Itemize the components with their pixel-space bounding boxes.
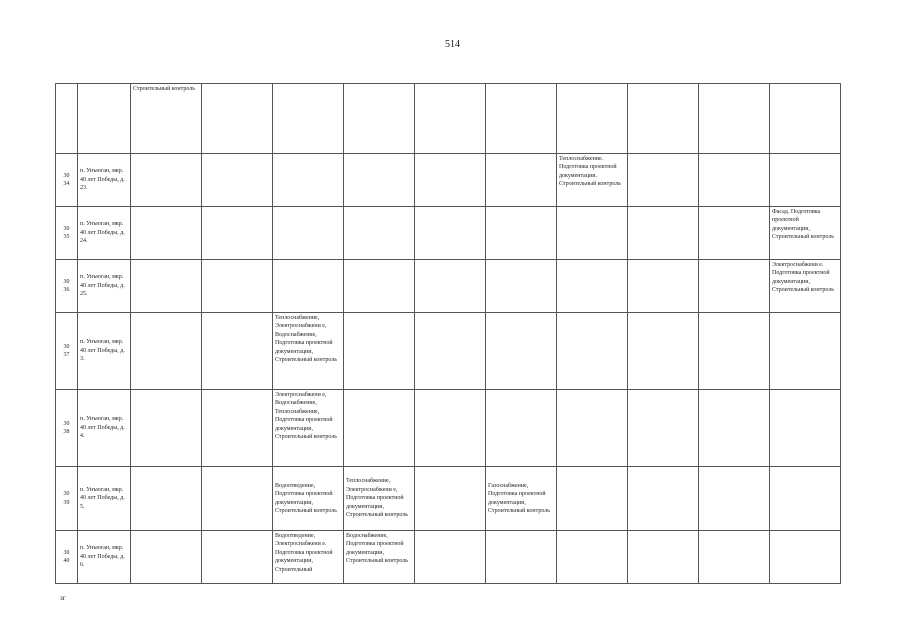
work-cell xyxy=(699,313,770,390)
row-number-cell: 30 38 xyxy=(56,390,78,467)
page-number: 514 xyxy=(445,39,460,50)
work-cell xyxy=(557,84,628,154)
table-row xyxy=(56,531,841,584)
work-cell xyxy=(628,467,699,531)
work-cell xyxy=(628,390,699,467)
work-cell xyxy=(770,531,841,584)
work-cell: Теплоснабжение, Электроснабжени е, Водоснабжение, Подготовка проектной документации, Строительный контроль xyxy=(273,313,344,390)
work-cell xyxy=(628,313,699,390)
work-cell xyxy=(131,260,202,313)
address-cell: п. Унъюган, мкр. 40 лет Победы, д. 24. xyxy=(78,207,131,260)
work-cell xyxy=(273,84,344,154)
work-cell xyxy=(131,313,202,390)
work-cell xyxy=(415,154,486,207)
work-cell xyxy=(344,313,415,390)
address-cell: п. Унъюган, мкр. 40 лет Победы, д. 5. xyxy=(78,467,131,531)
table-row xyxy=(56,313,841,390)
work-cell: Электроснабжени е, Водоснабжение, Теплоснабжение, Подготовка проектной документации, Строительный контроль xyxy=(273,390,344,467)
work-cell xyxy=(699,531,770,584)
work-cell xyxy=(486,260,557,313)
work-cell xyxy=(202,154,273,207)
work-cell xyxy=(486,390,557,467)
work-cell xyxy=(557,531,628,584)
work-cell: Водоснабжение, Подготовка проектной документации, Строительный контроль xyxy=(344,531,415,584)
work-cell xyxy=(770,154,841,207)
address-cell: п. Унъюган, мкр. 40 лет Победы, д. 4. xyxy=(78,390,131,467)
address-cell: п. Унъюган, мкр. 40 лет Победы, д. 23. xyxy=(78,154,131,207)
work-cell xyxy=(628,260,699,313)
table-row xyxy=(56,154,841,207)
work-cell: Водоотведение, Подготовка проектной документации, Строительный контроль xyxy=(273,467,344,531)
work-cell xyxy=(273,154,344,207)
work-cell xyxy=(202,207,273,260)
row-number-cell: 30 39 xyxy=(56,467,78,531)
work-cell xyxy=(273,260,344,313)
work-cell xyxy=(770,467,841,531)
work-cell xyxy=(344,84,415,154)
work-cell xyxy=(557,390,628,467)
work-cell xyxy=(628,207,699,260)
work-cell xyxy=(486,207,557,260)
work-cell: Строительный контроль xyxy=(131,84,202,154)
work-cell xyxy=(202,467,273,531)
table-row xyxy=(56,207,841,260)
address-cell: п. Унъюган, мкр. 40 лет Победы, д. 25. xyxy=(78,260,131,313)
work-cell xyxy=(486,84,557,154)
work-cell xyxy=(699,390,770,467)
work-cell xyxy=(770,84,841,154)
work-cell xyxy=(415,260,486,313)
work-cell xyxy=(557,260,628,313)
work-cell xyxy=(628,531,699,584)
table-row xyxy=(56,260,841,313)
work-cell xyxy=(131,467,202,531)
table-row xyxy=(56,390,841,467)
work-cell xyxy=(557,467,628,531)
work-cell xyxy=(699,84,770,154)
work-cell: Электроснабжени е. Подготовка проектной документации, Строительный контроль xyxy=(770,260,841,313)
work-cell xyxy=(344,207,415,260)
address-cell: п. Унъюган, мкр. 40 лет Победы, д. 3. xyxy=(78,313,131,390)
row-number-cell: 30 35 xyxy=(56,207,78,260)
table-row xyxy=(56,84,841,154)
row-number-cell: 30 37 xyxy=(56,313,78,390)
work-cell xyxy=(131,531,202,584)
work-cell: Фасад. Подготовка проектной документации, Строительный контроль xyxy=(770,207,841,260)
footer-mark: зг xyxy=(60,594,66,602)
work-cell xyxy=(344,154,415,207)
work-cell xyxy=(415,467,486,531)
work-cell xyxy=(770,390,841,467)
work-cell xyxy=(415,84,486,154)
row-number-cell: 30 34 xyxy=(56,154,78,207)
work-cell xyxy=(131,390,202,467)
work-cell xyxy=(770,313,841,390)
work-cell xyxy=(557,207,628,260)
work-cell xyxy=(557,313,628,390)
table-row xyxy=(56,467,841,531)
work-cell xyxy=(131,207,202,260)
work-cell: Водоотведение, Электроснабжени е. Подготовка проектной документации, Строительный xyxy=(273,531,344,584)
work-cell: Теплоснабжение, Электроснабжени е, Подготовка проектной документации, Строительный контроль xyxy=(344,467,415,531)
work-cell xyxy=(486,313,557,390)
work-cell xyxy=(415,313,486,390)
work-cell xyxy=(486,154,557,207)
row-number-cell xyxy=(56,84,78,154)
work-cell xyxy=(415,531,486,584)
work-cell: Теплоснабжение. Подготовка проектной документации. Строительный контроль xyxy=(557,154,628,207)
work-cell xyxy=(344,260,415,313)
work-cell xyxy=(131,154,202,207)
work-cell xyxy=(415,390,486,467)
address-cell: п. Унъюган, мкр. 40 лет Победы, д. 6. xyxy=(78,531,131,584)
work-cell xyxy=(628,84,699,154)
work-cell xyxy=(344,390,415,467)
work-cell xyxy=(273,207,344,260)
work-cell xyxy=(699,467,770,531)
address-cell xyxy=(78,84,131,154)
work-cell: Газоснабжение, Подготовка проектной документации, Строительный контроль xyxy=(486,467,557,531)
work-cell xyxy=(202,260,273,313)
work-cell xyxy=(202,390,273,467)
work-cell xyxy=(699,154,770,207)
work-cell xyxy=(699,207,770,260)
work-cell xyxy=(202,84,273,154)
row-number-cell: 30 36 xyxy=(56,260,78,313)
work-cell xyxy=(202,313,273,390)
row-number-cell: 30 40 xyxy=(56,531,78,584)
work-cell xyxy=(415,207,486,260)
work-cell xyxy=(628,154,699,207)
works-table xyxy=(55,83,841,584)
work-cell xyxy=(486,531,557,584)
work-cell xyxy=(699,260,770,313)
work-cell xyxy=(202,531,273,584)
